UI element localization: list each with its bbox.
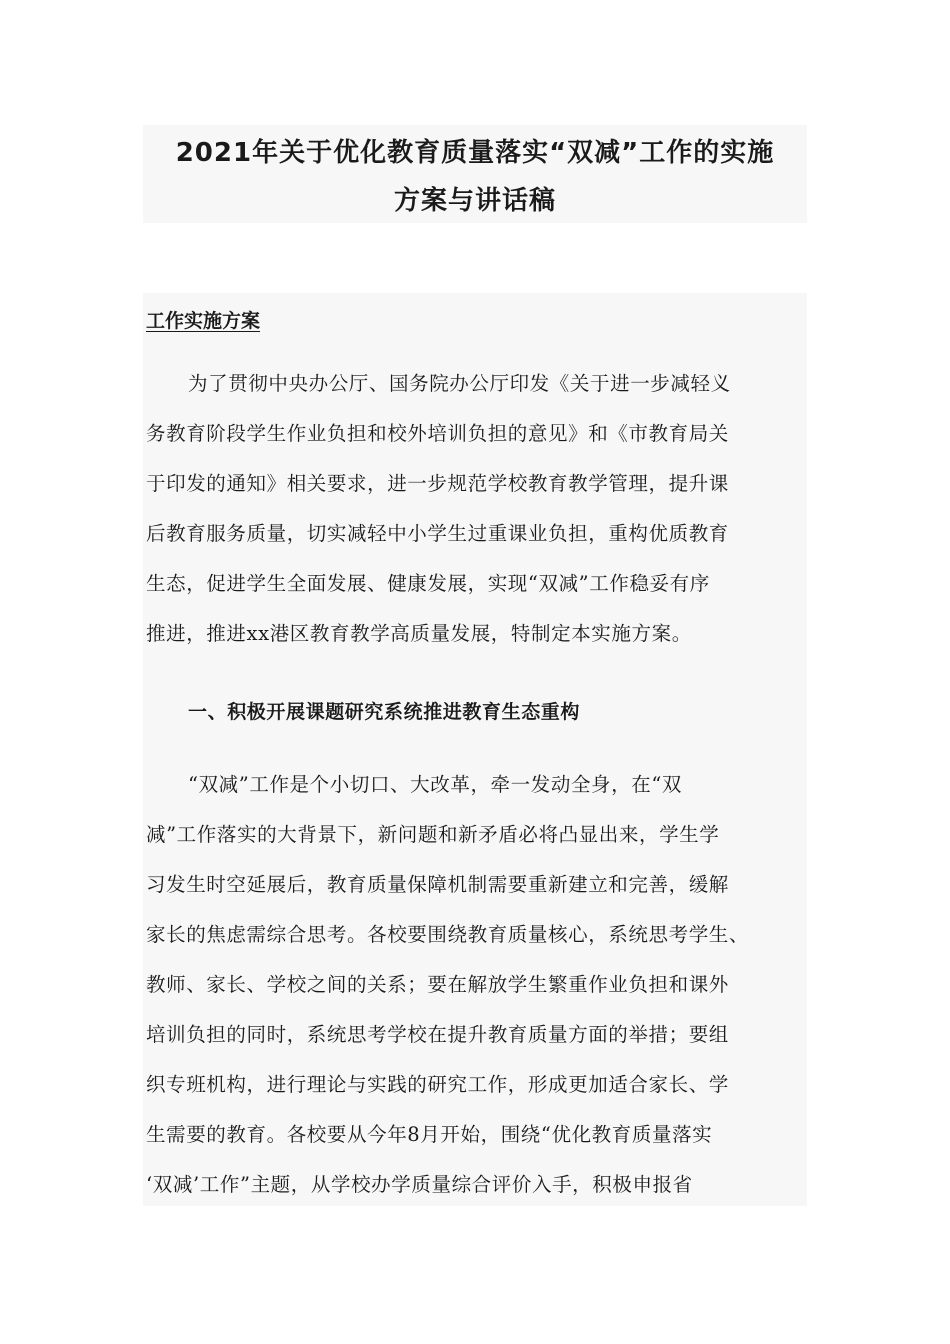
paragraph-line: 生需要的教育。各校要从今年8月开始，围绕“优化教育质量落实: [146, 1123, 713, 1146]
paragraph-line: ‘双减’工作”主题，从学校办学质量综合评价入手，积极申报省: [146, 1173, 693, 1196]
paragraph-line: 推进，推进xx港区教育教学高质量发展，特制定本实施方案。: [146, 622, 692, 645]
paragraph-line: 生态，促进学生全面发展、健康发展，实现“双减”工作稳妥有序: [146, 572, 710, 595]
paragraph-line: 减”工作落实的大背景下，新问题和新矛盾必将凸显出来，学生学: [146, 823, 720, 846]
title-line-1: 2021年关于优化教育质量落实“双减”工作的实施: [175, 138, 775, 168]
paragraph-line: 为了贯彻中央办公厅、国务院办公厅印发《关于进一步减轻义: [188, 372, 731, 395]
paragraph-line: 家长的焦虑需综合思考。各校要围绕教育质量核心，系统思考学生、: [146, 923, 750, 946]
paragraph-line: “双减”工作是个小切口、大改革，牵一发动全身，在“双: [188, 773, 683, 796]
subheading-1: 一、积极开展课题研究系统推进教育生态重构: [188, 701, 581, 723]
document-body: [143, 293, 807, 1206]
paragraph-line: 后教育服务质量，切实减轻中小学生过重课业负担，重构优质教育: [146, 522, 729, 545]
paragraph-line: 培训负担的同时，系统思考学校在提升教育质量方面的举措；要组: [146, 1023, 729, 1046]
paragraph-line: 习发生时空延展后，教育质量保障机制需要重新建立和完善，缓解: [146, 873, 729, 896]
section-heading: 工作实施方案: [146, 310, 261, 332]
document-title: [143, 125, 807, 223]
title-line-2: 方案与讲话稿: [393, 186, 556, 216]
paragraph-line: 织专班机构，进行理论与实践的研究工作，形成更加适合家长、学: [146, 1073, 729, 1096]
paragraph-line: 于印发的通知》相关要求，进一步规范学校教育教学管理，提升课: [146, 472, 729, 495]
paragraph-line: 务教育阶段学生作业负担和校外培训负担的意见》和《市教育局关: [146, 422, 729, 445]
paragraph-line: 教师、家长、学校之间的关系；要在解放学生繁重作业负担和课外: [146, 973, 729, 996]
